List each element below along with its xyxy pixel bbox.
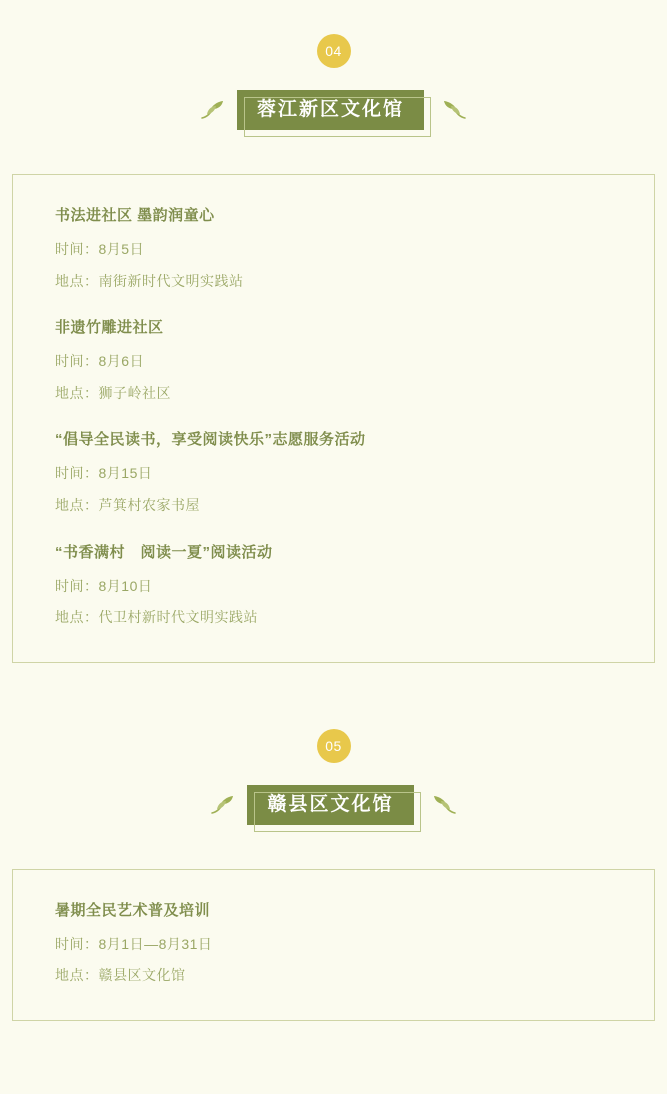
event-item — [55, 542, 612, 628]
event-item — [55, 205, 612, 291]
section-header — [0, 729, 667, 825]
section-title-row — [199, 90, 468, 130]
event-time: 时间：8月1日—8月31日 — [55, 935, 213, 952]
section-spacer — [0, 663, 667, 729]
section-title-row — [209, 785, 457, 825]
events-card — [12, 174, 655, 663]
event-item — [55, 317, 612, 403]
event-title: 书法进社区 墨韵润童心 — [55, 207, 215, 224]
leaf-icon — [442, 97, 468, 123]
event-place: 地点：南街新时代文明实践站 — [55, 272, 244, 289]
section-header — [0, 0, 667, 130]
event-place: 地点：芦箕村农家书屋 — [55, 496, 200, 513]
section-number-badge: 04 — [317, 34, 351, 68]
page-bottom-padding — [0, 1021, 667, 1055]
event-title: 暑期全民艺术普及培训 — [55, 901, 211, 919]
leaf-icon — [209, 792, 235, 818]
event-title: “倡导全民读书，享受阅读快乐”志愿服务活动 — [55, 431, 366, 449]
leaf-icon — [432, 792, 458, 818]
section-title: 蓉江新区文化馆 — [237, 90, 424, 130]
event-title: “书香满村 阅读一夏”阅读活动 — [55, 543, 273, 561]
event-item — [55, 429, 612, 515]
leaf-icon — [199, 97, 225, 123]
event-time: 时间：8月5日 — [55, 241, 145, 257]
event-title: 非遗竹雕进社区 — [55, 319, 164, 337]
event-time: 时间：8月6日 — [55, 353, 145, 370]
section-number-badge: 05 — [317, 729, 351, 763]
section-05 — [0, 729, 667, 1021]
event-item — [55, 900, 612, 986]
event-time: 时间：8月15日 — [55, 465, 153, 482]
events-card — [12, 869, 655, 1021]
event-place: 地点：代卫村新时代文明实践站 — [55, 609, 258, 626]
event-place: 地点：狮子岭社区 — [55, 384, 171, 401]
event-time: 时间：8月10日 — [55, 577, 153, 594]
section-title: 赣县区文化馆 — [247, 785, 413, 825]
event-place: 地点：赣县区文化馆 — [55, 967, 186, 984]
